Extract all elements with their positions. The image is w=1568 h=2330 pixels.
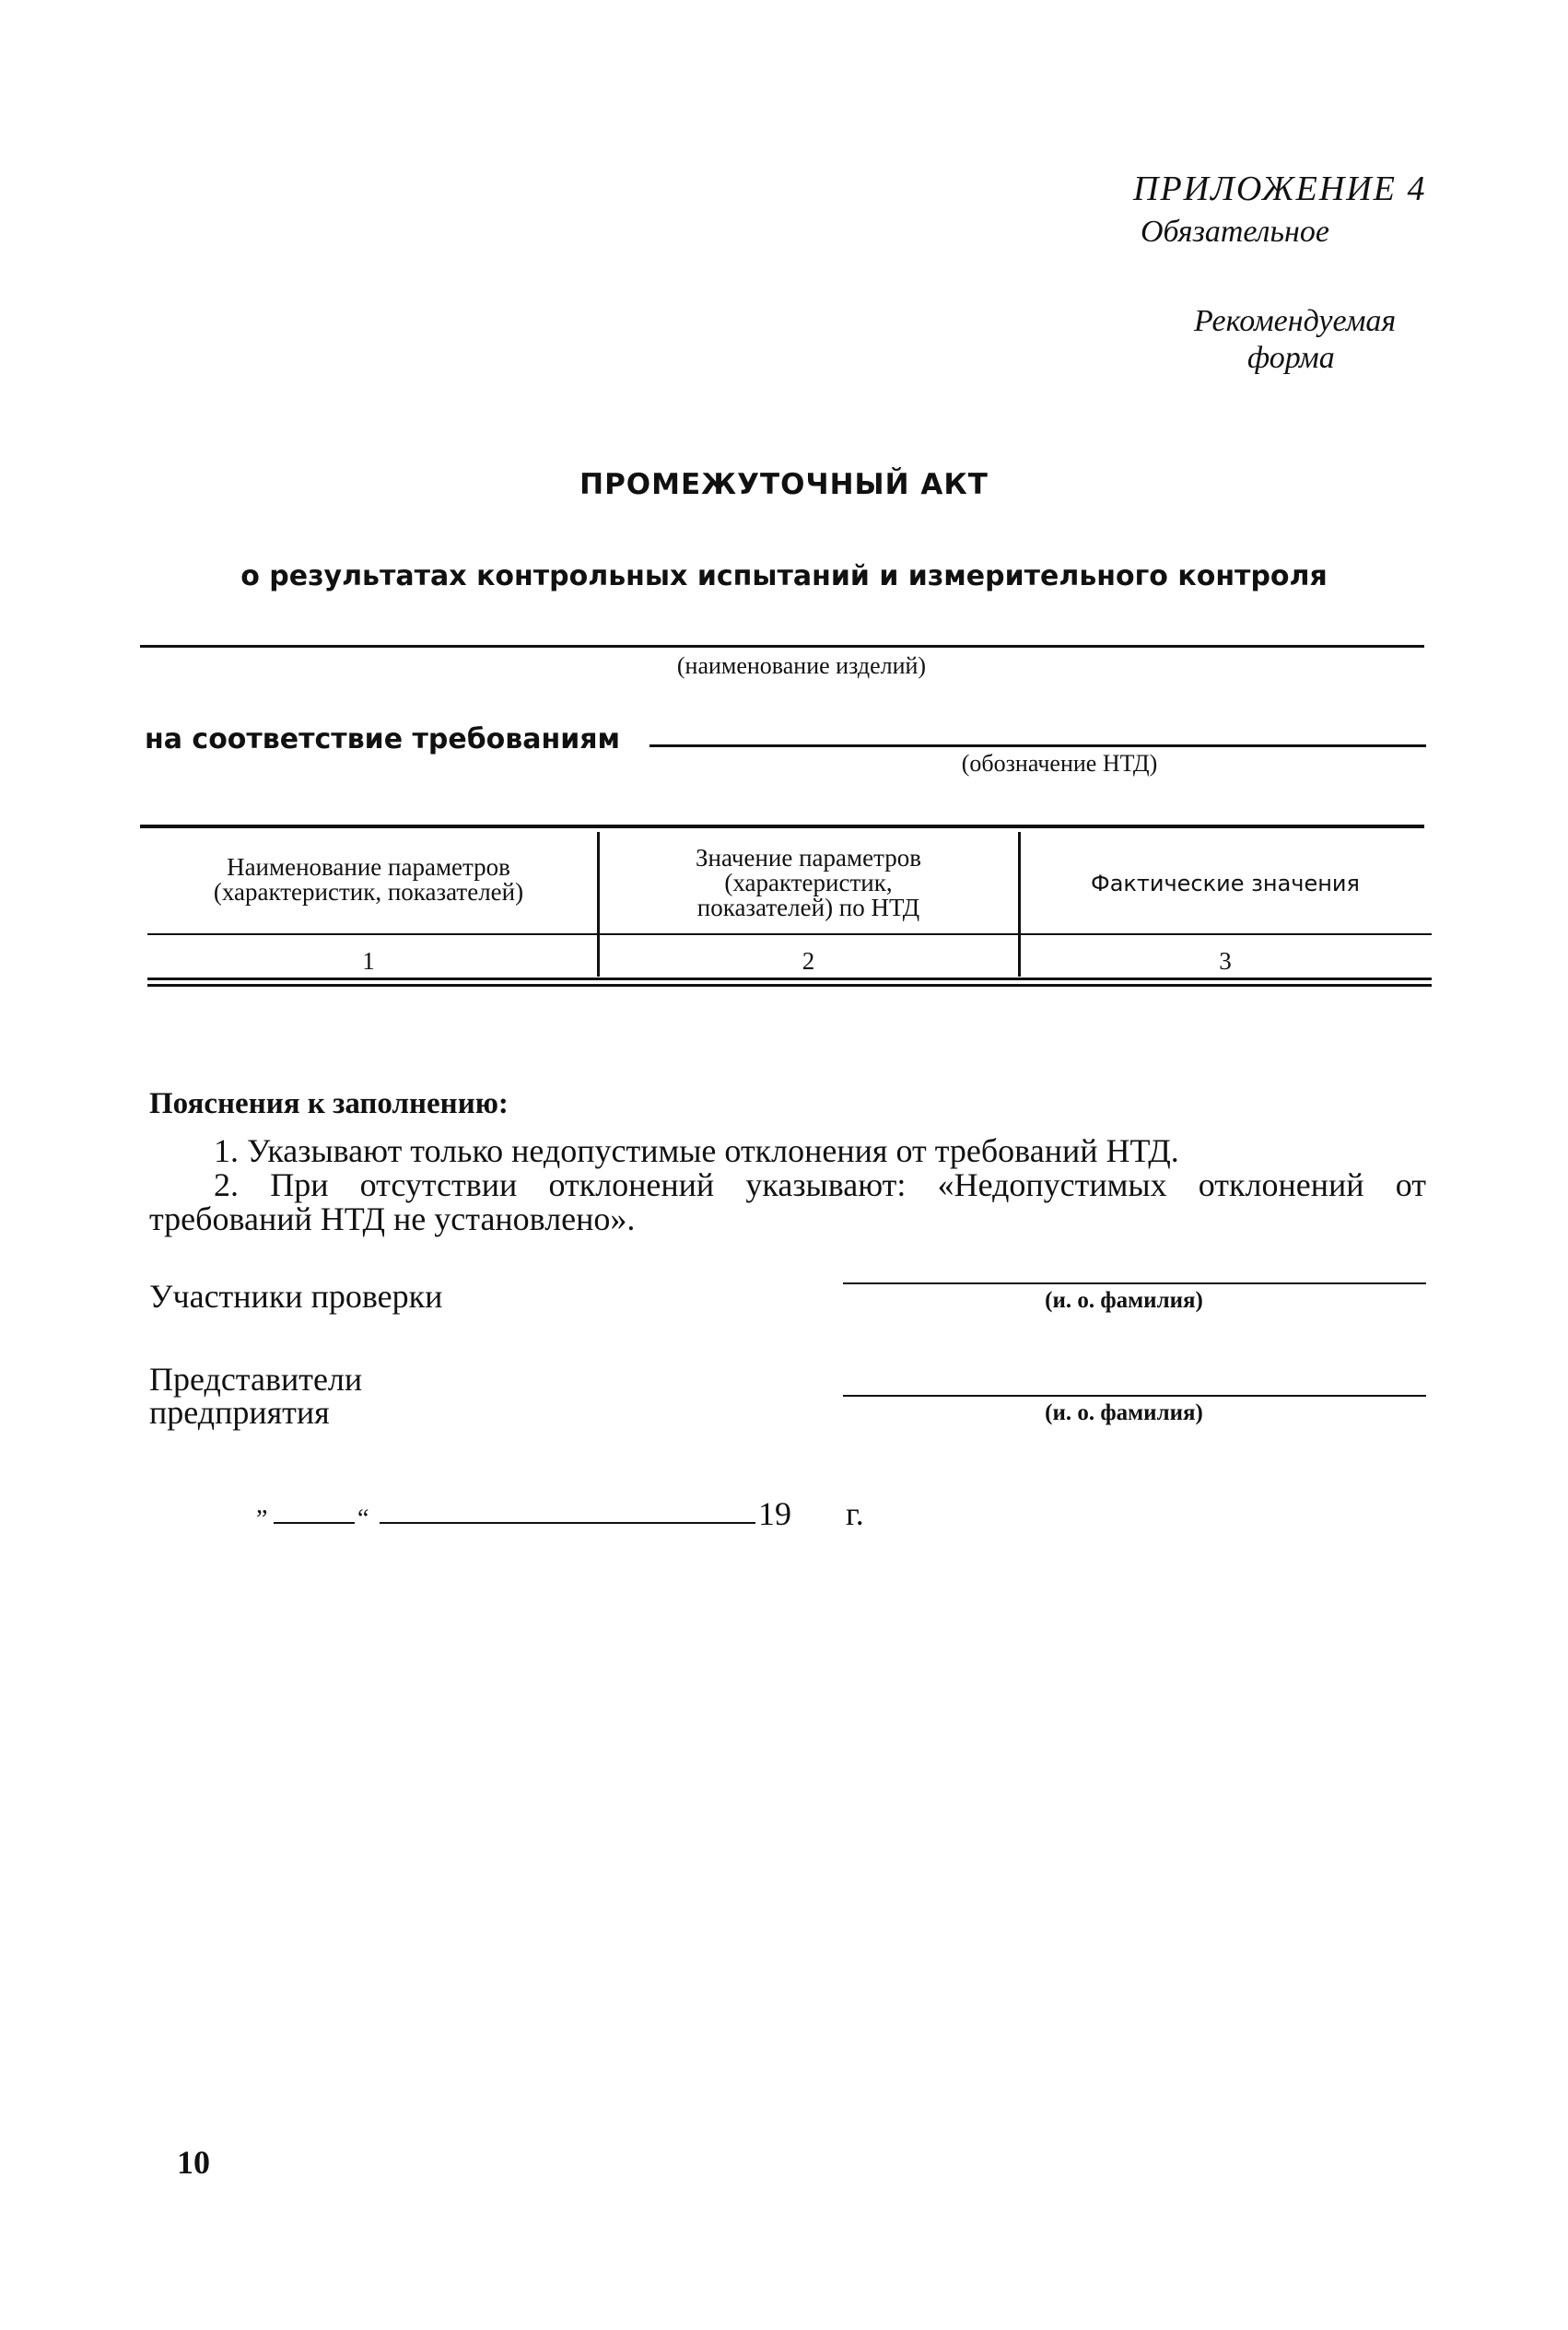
table-column-divider-1 <box>597 832 600 977</box>
product-name-line <box>140 645 1424 648</box>
product-name-caption: (наименование изделий) <box>676 652 927 679</box>
participants-signature-line <box>843 1282 1426 1284</box>
appendix-title: ПРИЛОЖЕНИЕ 4 <box>1133 170 1427 208</box>
recommended-form-line1: Рекомендуемая <box>1194 304 1397 338</box>
date-day-line <box>274 1522 355 1524</box>
note-item-1: 1. Указывают только недопустимые отклонения от требований НТД. <box>214 1132 1179 1169</box>
table-header-col3: Фактические значения <box>1091 871 1360 896</box>
representatives-signature-line <box>843 1395 1426 1397</box>
page-number: 10 <box>177 2144 210 2181</box>
ntd-caption: (обозначение НТД) <box>961 750 1158 777</box>
ntd-line <box>649 744 1426 747</box>
compliance-label: на соответствие требованиям <box>145 723 621 755</box>
table-header-col1-line1: Наименование параметров <box>227 853 510 881</box>
representatives-label-line2: предприятия <box>149 1394 330 1431</box>
table-column-number-2: 2 <box>802 947 815 975</box>
table-column-divider-2 <box>1018 832 1021 977</box>
representatives-caption: (и. о. фамилия) <box>1045 1400 1203 1425</box>
table-bottom-rule-2 <box>147 984 1432 987</box>
table-header-col1-line2: (характеристик, показателей) <box>213 878 524 906</box>
table-column-number-1: 1 <box>362 947 375 975</box>
table-top-rule <box>140 825 1424 828</box>
note-item-2-line2: требований НТД не установлено». <box>149 1200 636 1237</box>
date-open-quote: „ <box>256 1491 268 1519</box>
document-subtitle: о результатах контрольных испытаний и измерительного контроля <box>240 560 1328 592</box>
table-column-number-3: 3 <box>1219 947 1232 975</box>
table-bottom-rule-1 <box>147 978 1432 980</box>
recommended-form-line2: форма <box>1247 341 1335 375</box>
date-year-suffix: г. <box>846 1495 864 1532</box>
table-header-col2-line2: (характеристик, <box>724 869 893 896</box>
participants-caption: (и. о. фамилия) <box>1045 1288 1203 1313</box>
date-close-quote: “ <box>357 1505 369 1533</box>
note-item-2-line1: 2. При отсутствии отклонений указывают: «Недопустимых отклонений от <box>214 1166 1426 1203</box>
document-title: ПРОМЕЖУТОЧНЫЙ АКТ <box>579 468 989 501</box>
date-year-prefix: 19 <box>758 1495 791 1532</box>
date-month-line <box>380 1522 755 1524</box>
table-header-col2-line1: Значение параметров <box>696 844 921 872</box>
notes-heading: Пояснения к заполнению: <box>149 1087 509 1120</box>
table-header-col2-line3: показателей) по НТД <box>696 894 920 921</box>
mandatory-label: Обязательное <box>1141 215 1329 249</box>
table-header-rule <box>147 933 1432 935</box>
participants-label: Участники проверки <box>149 1278 443 1315</box>
representatives-label-line1: Представители <box>149 1361 363 1398</box>
